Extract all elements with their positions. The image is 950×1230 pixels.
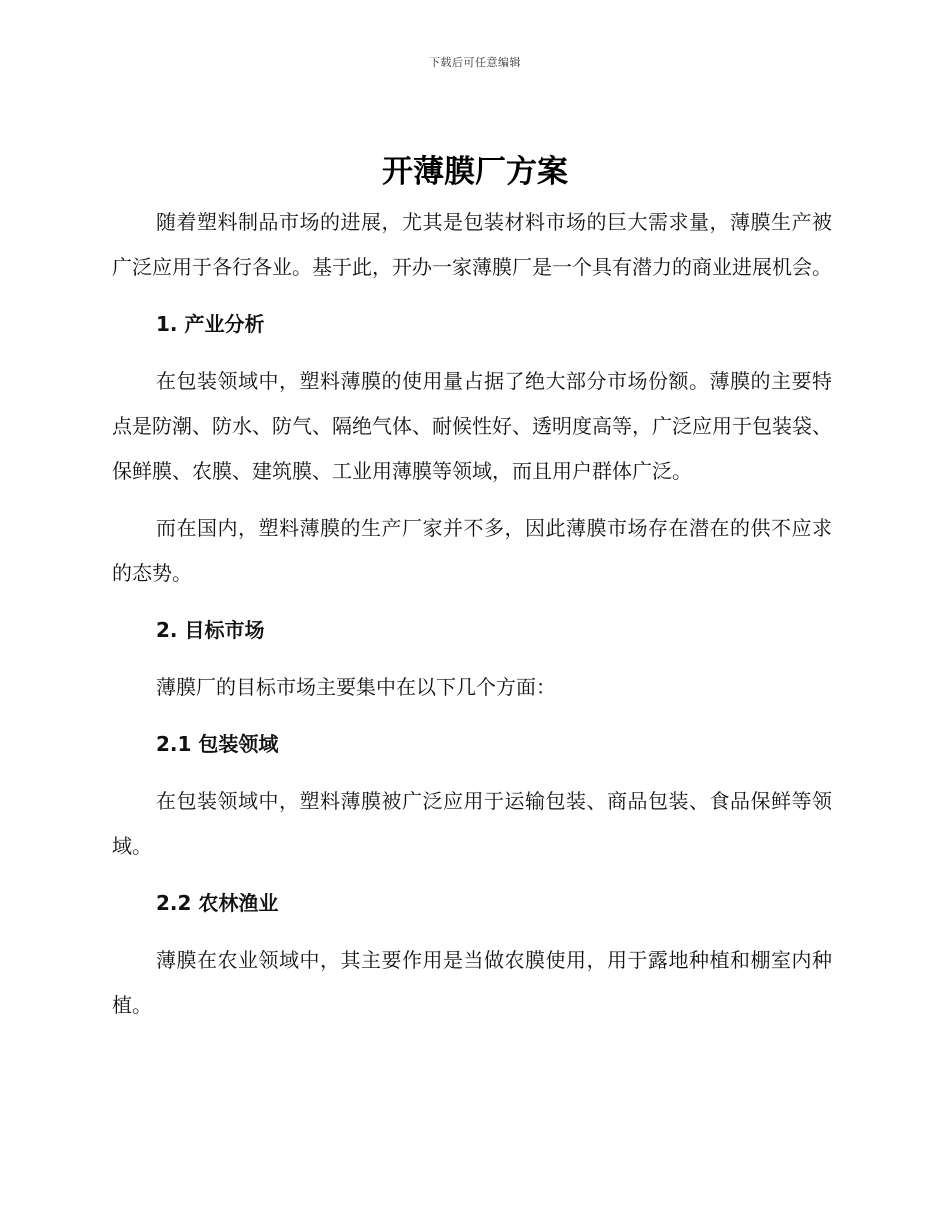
intro-paragraph: 随着塑料制品市场的进展，尤其是包装材料市场的巨大需求量，薄膜生产被广泛应用于各行各业。基于此，开办一家薄膜厂是一个具有潜力的商业进展机会。 xyxy=(112,210,832,279)
industry-analysis-paragraph-2: 而在国内，塑料薄膜的生产厂家并不多，因此薄膜市场存在潜在的供不应求的态势。 xyxy=(112,516,832,585)
agriculture-paragraph: 薄膜在农业领域中，其主要作用是当做农膜使用，用于露地种植和棚室内种植。 xyxy=(112,948,832,1017)
section-heading-industry-analysis: 1. 产业分析 xyxy=(156,312,265,336)
section-heading-target-market: 2. 目标市场 xyxy=(156,618,265,642)
target-market-paragraph: 薄膜厂的目标市场主要集中在以下几个方面： xyxy=(156,675,556,699)
section-heading-packaging: 2.1 包装领域 xyxy=(156,732,279,756)
packaging-paragraph: 在包装领域中，塑料薄膜被广泛应用于运输包装、商品包装、食品保鲜等领域。 xyxy=(112,789,832,858)
document-title: 开薄膜厂方案 xyxy=(382,154,568,190)
page-header-note: 下载后可任意编辑 xyxy=(429,56,521,69)
industry-analysis-paragraph-1: 在包装领域中，塑料薄膜的使用量占据了绝大部分市场份额。薄膜的主要特点是防潮、防水、防气、隔绝气体、耐候性好、透明度高等，广泛应用于包装袋、保鲜膜、农膜、建筑膜、工业用薄膜等领域，而且用户群体广泛。 xyxy=(112,369,832,483)
section-heading-agriculture: 2.2 农林渔业 xyxy=(156,891,279,915)
document-body xyxy=(112,200,832,1040)
